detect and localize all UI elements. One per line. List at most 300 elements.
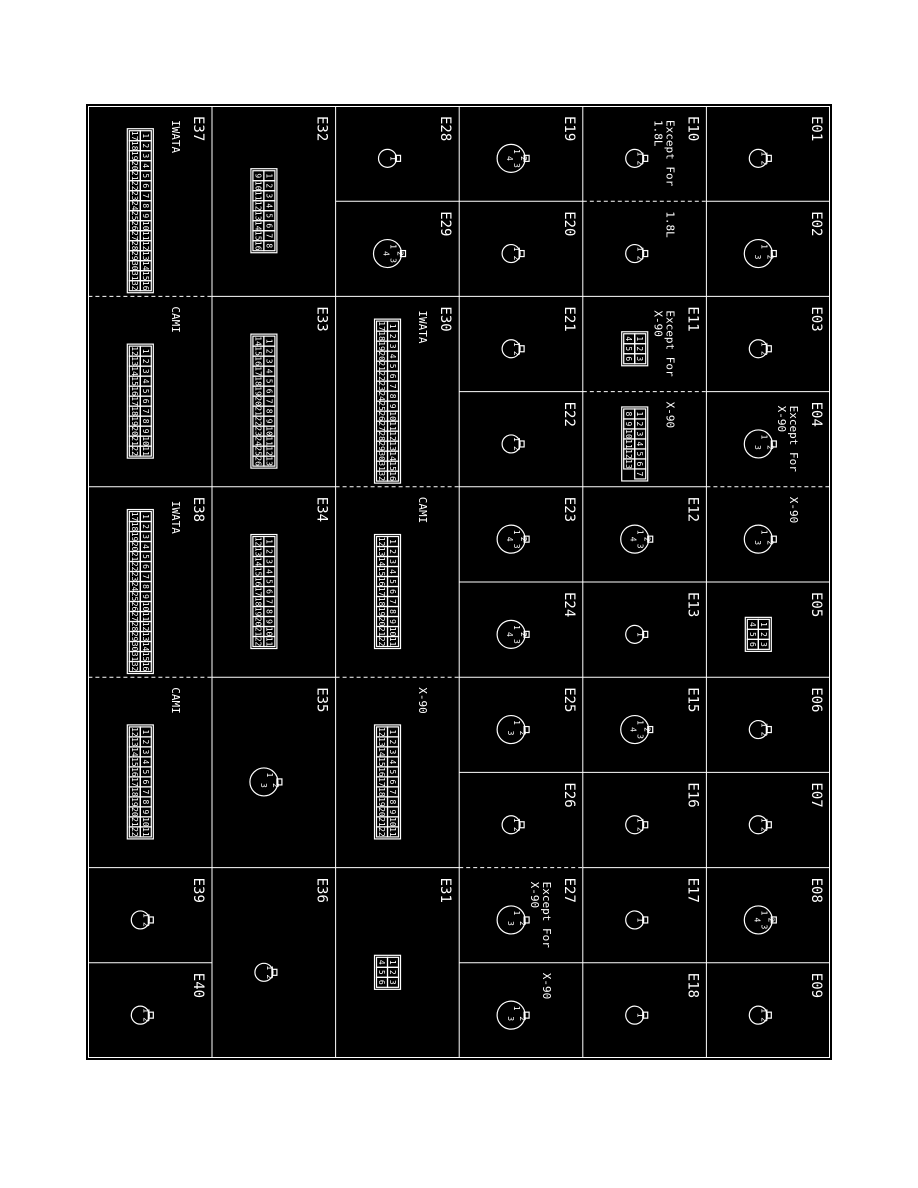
pin-number: 15 (253, 566, 263, 577)
pin-number: 25 (253, 446, 263, 456)
pin-number: 2 (388, 549, 398, 554)
pin-number: 3 (264, 358, 274, 364)
connector-id-label: E40 (190, 972, 206, 999)
pin-number: 3 (759, 924, 769, 930)
pin-number: 2 (765, 445, 775, 450)
pin-number: 13 (377, 737, 387, 747)
pin-number: 7 (388, 599, 398, 604)
connector-E40 (131, 973, 206, 1024)
connector-note: CAMI (169, 306, 182, 333)
pin-number: 22 (377, 371, 387, 381)
pin-number: 1 (759, 910, 769, 916)
pin-number: 1 (388, 244, 398, 249)
pin-number: 11 (140, 611, 150, 622)
connector-id-label: E08 (808, 877, 824, 903)
pin-number: 9 (388, 809, 398, 815)
pin-number: 24 (253, 436, 263, 446)
connector-id-label: E26 (560, 782, 577, 808)
pin-number: 9 (624, 421, 634, 427)
pin-number: 16 (377, 576, 387, 587)
pin-number: 30 (129, 641, 139, 652)
connector-row-2 (583, 106, 707, 1058)
pin-number: 18 (129, 521, 139, 532)
pin-number: 1 (759, 1008, 769, 1014)
connector-E21 (459, 306, 583, 391)
pin-number: 19 (253, 606, 263, 617)
pin-number: 28 (129, 621, 139, 632)
pin-number: 3 (635, 734, 645, 739)
pin-number: 4 (140, 759, 150, 765)
connector-id-label: E05 (808, 592, 824, 618)
pin-number: 13 (129, 737, 139, 747)
pin-number: 2 (759, 160, 769, 166)
pin-number: 5 (624, 346, 634, 352)
pin-number: 12 (264, 446, 274, 456)
pin-number: 4 (381, 251, 391, 256)
connector-E36 (255, 878, 330, 982)
pin-number: 1 (264, 338, 274, 344)
pin-number: 1 (512, 720, 522, 725)
pin-number: 5 (377, 969, 387, 975)
pin-number: 8 (388, 609, 398, 614)
pin-number: 13 (140, 631, 150, 642)
pin-number: 21 (129, 551, 139, 562)
pin-number: 4 (505, 155, 515, 161)
connector-id-label: E31 (437, 877, 454, 903)
connector-body (621, 525, 653, 553)
pin-number: 1 (759, 529, 769, 535)
connector-E03 (706, 306, 830, 391)
connector-body (745, 617, 771, 651)
pin-number: 3 (140, 153, 150, 159)
connector-E01 (706, 116, 830, 201)
connector-body (744, 525, 776, 553)
connector-note: Except For (663, 310, 677, 377)
pin-number: 11 (264, 436, 274, 446)
pin-number: 13 (377, 546, 387, 557)
pin-number: 26 (253, 456, 263, 466)
pin-number: 12 (129, 727, 139, 737)
connector-E05 (706, 592, 830, 677)
pin-number: 1 (140, 514, 150, 519)
pin-number: 1 (140, 133, 150, 139)
pin-number: 12 (253, 536, 263, 547)
pin-number: 1 (512, 910, 522, 916)
pin-number: 1 (512, 624, 522, 630)
pin-number: 2 (518, 921, 528, 926)
pin-number: 22 (129, 180, 139, 191)
connector-note: IWATA (416, 310, 430, 344)
pin-number: 5 (747, 631, 757, 637)
pin-number: 22 (253, 636, 263, 647)
connector-id-label: E25 (560, 687, 577, 713)
connector-id-label: E20 (560, 211, 577, 237)
pin-number: 19 (129, 797, 139, 807)
pin-number: 15 (129, 757, 139, 767)
pin-number: 14 (129, 366, 139, 376)
pin-number: 19 (253, 386, 263, 396)
pin-number: 17 (377, 321, 387, 331)
pin-number: 1 (512, 148, 522, 154)
connector-variant-1-1 (583, 211, 707, 296)
pin-number: 5 (264, 378, 274, 384)
pin-number: 16 (377, 767, 387, 777)
connector-id-label: E38 (190, 496, 206, 523)
connector-variant-1-3 (583, 402, 707, 487)
pin-number: 26 (129, 601, 139, 612)
pin-number: 18 (253, 596, 263, 607)
pin-number: 15 (253, 346, 263, 356)
connector-E35 (212, 687, 336, 867)
connector-id-label: E33 (313, 306, 330, 332)
pin-number: 2 (642, 727, 652, 732)
connector-body (749, 721, 771, 739)
connector-body (251, 535, 277, 649)
pin-number: 3 (506, 730, 516, 736)
connector-body (127, 725, 153, 839)
connector-note: Except For (539, 881, 553, 948)
connector-note: X-90 (416, 687, 430, 714)
connector-body (502, 816, 524, 834)
pin-number: 1 (141, 1008, 151, 1014)
connector-body (375, 725, 401, 839)
pin-number: 7 (140, 789, 150, 795)
connector-note: X-90 (527, 881, 541, 909)
pin-number: 2 (140, 143, 150, 149)
connector-id-label: E28 (437, 116, 454, 142)
pin-number: 30 (377, 451, 387, 461)
pin-number: 20 (253, 396, 263, 406)
pin-number: 1 (388, 155, 398, 161)
connector-E10 (583, 116, 707, 201)
pin-number: 20 (377, 616, 387, 627)
pin-number: 1 (264, 965, 274, 971)
pin-number: 22 (377, 636, 387, 647)
pin-number: 11 (624, 439, 634, 449)
connector-E18 (626, 973, 701, 1024)
pin-number: 13 (140, 250, 150, 261)
pin-number: 3 (388, 979, 398, 985)
pin-number: 18 (377, 787, 387, 797)
pin-number: 2 (765, 540, 775, 546)
pin-number: 21 (129, 436, 139, 446)
pin-number: 3 (758, 641, 768, 647)
pin-number: 5 (388, 769, 398, 775)
pin-number: 7 (388, 789, 398, 795)
pin-number: 2 (140, 358, 150, 364)
pin-number: 7 (388, 383, 398, 389)
connector-body (502, 435, 524, 453)
connector-id-label: E04 (808, 401, 824, 427)
pin-number: 3 (753, 540, 763, 546)
pin-number: 3 (264, 559, 274, 564)
pin-number: 1 (635, 336, 645, 342)
pin-number: 3 (753, 254, 763, 260)
connector-id-label: E29 (437, 211, 454, 237)
pin-number: 16 (253, 576, 263, 587)
pin-number: 13 (624, 459, 634, 469)
pin-number: 1 (635, 817, 645, 823)
connector-body (375, 535, 401, 649)
connector-E37 (88, 116, 212, 296)
pin-number: 14 (140, 641, 150, 652)
pin-number: 2 (519, 155, 529, 161)
pin-number: 2 (140, 524, 150, 529)
pin-number: 18 (377, 596, 387, 607)
pin-number: 8 (388, 799, 398, 805)
pin-number: 20 (377, 807, 387, 817)
pin-number: 2 (519, 536, 529, 542)
pin-number: 9 (140, 213, 150, 219)
pin-number: 3 (512, 162, 522, 168)
pin-number: 1 (512, 437, 522, 442)
connector-E07 (706, 782, 830, 867)
connector-body (749, 340, 771, 358)
connector-E29 (336, 211, 460, 296)
pin-number: 5 (388, 363, 398, 369)
connector-E20 (459, 211, 583, 296)
connector-body (502, 340, 524, 358)
pin-number: 2 (264, 974, 274, 980)
pin-number: 4 (377, 959, 387, 965)
pin-number: 8 (140, 418, 150, 424)
pin-number: 21 (253, 406, 263, 416)
pin-number: 9 (388, 619, 398, 624)
pin-number: 9 (140, 428, 150, 434)
pin-number: 14 (140, 260, 150, 271)
pin-number: 2 (270, 783, 280, 788)
pin-number: 14 (253, 336, 263, 346)
connector-id-label: E12 (684, 496, 701, 523)
pin-number: 2 (759, 731, 769, 737)
connector-id-label: E11 (684, 306, 701, 332)
pin-number: 10 (140, 436, 150, 446)
pin-number: 1 (141, 913, 151, 918)
pin-number: 31 (129, 270, 139, 281)
pin-number: 6 (264, 589, 274, 594)
connector-body (375, 319, 401, 483)
connector-E23 (459, 497, 583, 582)
pin-number: 11 (388, 827, 398, 837)
connector-id-label: E06 (808, 687, 824, 713)
connector-id-label: E21 (560, 306, 577, 332)
connector-id-label: E15 (684, 687, 701, 713)
pin-number: 1 (512, 246, 522, 252)
pin-number: 23 (129, 571, 139, 582)
pin-number: 16 (129, 767, 139, 777)
connector-note: X-90 (651, 310, 665, 337)
connector-id-label: E07 (808, 782, 824, 808)
pin-number: 26 (377, 411, 387, 421)
connector-body (622, 407, 648, 481)
connector-body (497, 525, 529, 553)
connector-E06 (706, 687, 830, 772)
connector-body (749, 1006, 771, 1024)
connector-row-6 (88, 106, 212, 1058)
pin-number: 16 (140, 280, 150, 291)
pin-number: 7 (140, 408, 150, 414)
connector-variant-3-4 (336, 687, 460, 867)
connector-body (626, 1006, 648, 1024)
connector-E19 (459, 116, 583, 201)
pin-number: 10 (140, 817, 150, 827)
connector-body (131, 911, 153, 929)
pin-number: 12 (377, 727, 387, 737)
pin-number: 19 (129, 150, 139, 161)
pin-number: 8 (140, 799, 150, 805)
pin-number: 3 (140, 749, 150, 755)
connector-variant-2-9 (497, 973, 553, 1029)
connector-row-3 (459, 106, 583, 1058)
connector-id-label: E23 (560, 496, 577, 523)
connector-E12 (583, 497, 707, 582)
pin-number: 5 (264, 579, 274, 584)
pin-number: 1 (759, 817, 769, 823)
pin-number: 2 (264, 549, 274, 554)
pin-number: 6 (140, 398, 150, 404)
pin-number: 6 (140, 564, 150, 569)
connector-E38 (88, 497, 212, 677)
pin-number: 2 (264, 348, 274, 354)
connector-body (497, 716, 529, 744)
pin-number: 1 (759, 151, 769, 157)
connector-id-label: E09 (808, 972, 824, 999)
pin-number: 1 (264, 539, 274, 544)
pin-number: 1 (635, 917, 645, 923)
pin-number: 8 (140, 203, 150, 209)
pin-number: 11 (264, 636, 274, 647)
connector-diagram (88, 106, 830, 1058)
connector-body (374, 240, 406, 268)
connector-id-label: E37 (190, 116, 206, 142)
pin-number: 3 (140, 368, 150, 374)
connector-id-label: E34 (313, 496, 330, 523)
connector-body (251, 334, 277, 468)
pin-number: 9 (253, 173, 263, 179)
connector-E13 (583, 592, 707, 677)
pin-number: 12 (377, 536, 387, 547)
pin-number: 4 (747, 621, 757, 627)
connector-E11 (583, 306, 707, 391)
pin-number: 14 (377, 747, 387, 757)
connector-E34 (212, 497, 336, 677)
pin-number: 10 (624, 429, 634, 439)
connector-id-label: E18 (684, 972, 701, 999)
pin-number: 17 (129, 777, 139, 787)
pin-number: 2 (518, 1016, 528, 1022)
pin-number: 25 (129, 210, 139, 221)
connector-E32 (212, 116, 336, 296)
pin-number: 4 (628, 536, 638, 542)
pin-number: 11 (388, 421, 398, 431)
connector-note: X-90 (775, 405, 788, 433)
pin-number: 24 (129, 581, 139, 592)
connector-id-label: E19 (560, 116, 577, 142)
pin-number: 20 (129, 541, 139, 552)
pin-number: 1 (512, 341, 522, 347)
connector-body (622, 332, 648, 366)
pin-number: 15 (377, 757, 387, 767)
connector-body (744, 240, 776, 268)
pin-number: 1 (635, 720, 645, 725)
pin-number: 29 (129, 631, 139, 642)
pin-number: 2 (518, 730, 528, 736)
connector-E17 (583, 878, 707, 963)
connector-body (497, 620, 529, 648)
pin-number: 17 (129, 396, 139, 406)
pin-number: 13 (264, 456, 274, 466)
pin-number: 1 (388, 539, 398, 544)
connector-id-label: E32 (313, 116, 330, 142)
pin-number: 12 (140, 240, 150, 251)
pin-number: 10 (140, 220, 150, 231)
connector-E26 (459, 782, 583, 867)
pin-number: 4 (752, 917, 762, 923)
pin-number: 2 (141, 922, 151, 927)
pin-number: 20 (253, 616, 263, 627)
pin-number: 20 (129, 807, 139, 817)
connector-id-label: E17 (684, 877, 701, 903)
pin-number: 10 (140, 601, 150, 612)
pin-number: 3 (140, 534, 150, 539)
pin-number: 16 (253, 356, 263, 366)
pin-number: 1 (388, 959, 398, 965)
pin-number: 32 (129, 661, 139, 672)
pin-number: 18 (129, 787, 139, 797)
pin-number: 4 (140, 163, 150, 169)
pin-number: 29 (129, 250, 139, 261)
pin-number: 3 (388, 343, 398, 349)
pin-number: 5 (140, 173, 150, 179)
pin-number: 1 (512, 529, 522, 535)
pin-number: 2 (635, 160, 645, 166)
pin-number: 6 (747, 641, 757, 647)
pin-number: 1 (512, 1005, 522, 1011)
pin-number: 27 (129, 611, 139, 622)
pin-number: 11 (140, 230, 150, 241)
pin-number: 13 (388, 441, 398, 451)
pin-number: 1 (635, 1012, 645, 1018)
pin-number: 2 (759, 350, 769, 356)
connector-note: 1.8L (651, 120, 665, 147)
pin-number: 6 (388, 373, 398, 379)
pin-number: 4 (264, 203, 274, 209)
pin-number: 4 (628, 727, 638, 732)
pin-number: 2 (395, 251, 405, 256)
connector-id-label: E16 (684, 782, 701, 808)
connector-row-5 (212, 106, 336, 1058)
connector-body (375, 955, 401, 989)
pin-number: 17 (129, 511, 139, 522)
connector-E30 (336, 306, 460, 486)
pin-number: 5 (635, 451, 645, 457)
pin-number: 20 (129, 426, 139, 436)
pin-number: 9 (140, 809, 150, 815)
pin-number: 6 (140, 779, 150, 785)
pin-number: 7 (635, 471, 645, 477)
pin-number: 29 (377, 441, 387, 451)
pin-number: 2 (388, 333, 398, 339)
connector-body (127, 129, 153, 293)
pin-number: 2 (765, 254, 775, 260)
pin-number: 1 (635, 529, 645, 535)
pin-number: 4 (264, 569, 274, 574)
pin-number: 1 (264, 173, 274, 179)
pin-number: 6 (388, 589, 398, 594)
pin-number: 3 (258, 783, 268, 788)
pin-number: 4 (624, 336, 634, 342)
pin-number: 6 (377, 979, 387, 985)
